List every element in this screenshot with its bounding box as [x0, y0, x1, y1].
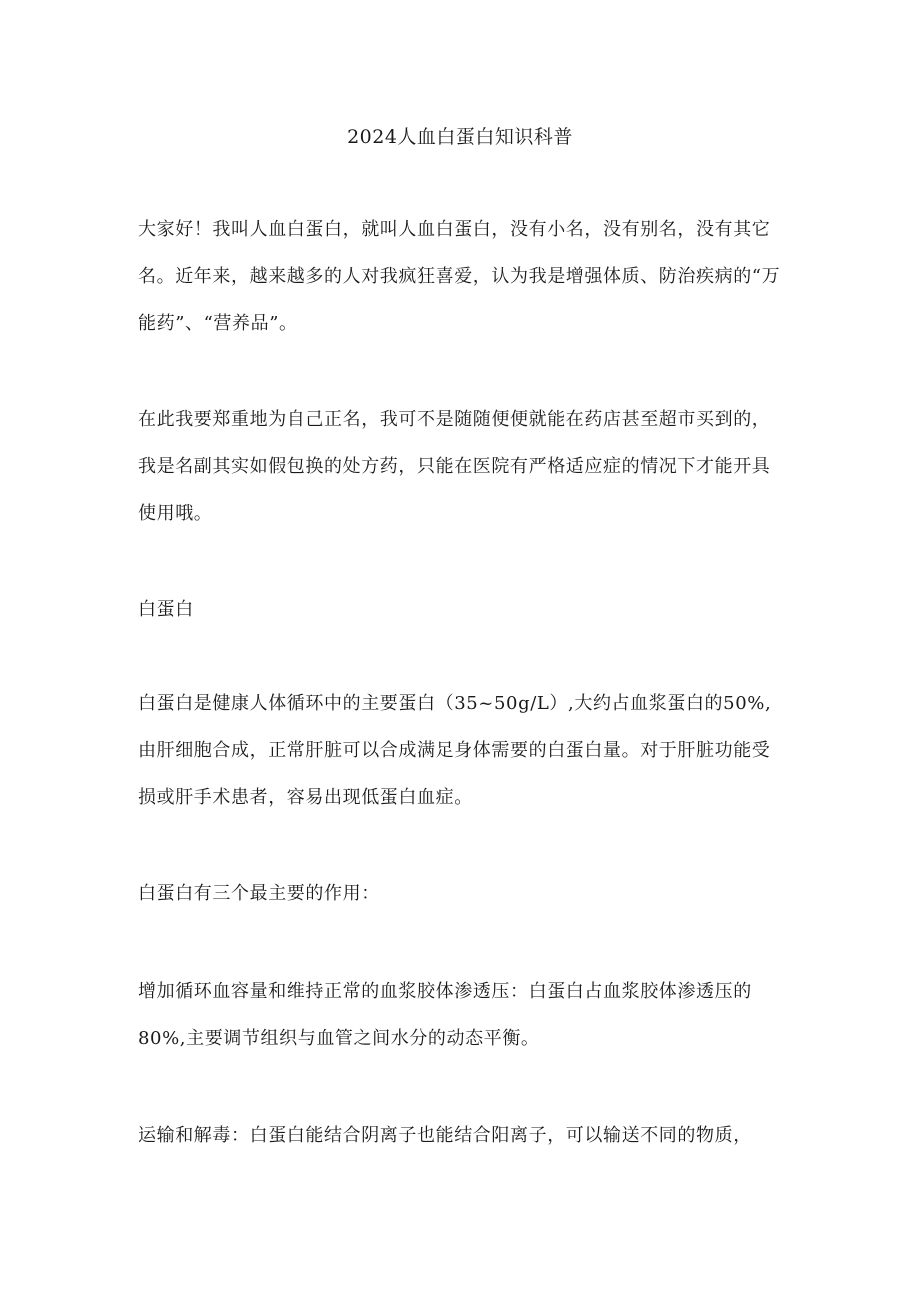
- paragraph-function-osmotic-pressure: 增加循环血容量和维持正常的血浆胶体渗透压：白蛋白占血浆胶体渗透压的80%,主要调节组织与血管之间水分的动态平衡。: [138, 981, 752, 1049]
- document-title: 2024人血白蛋白知识科普: [347, 126, 573, 148]
- paragraph-albumin-overview: 白蛋白是健康人体循环中的主要蛋白（35~50g/L）,大约占血浆蛋白的50%,由肝细胞合成，正常肝脏可以合成满足身体需要的白蛋白量。对于肝脏功能受损或肝手术患者，容易出现低蛋白血症。: [138, 693, 772, 808]
- paragraph-greeting: 大家好！我叫人血白蛋白，就叫人血白蛋白，没有小名，没有别名，没有其它名。近年来，越来越多的人对我疯狂喜爱，认为我是增强体质、防治疾病的“万能药”、“营养品”。: [138, 219, 781, 334]
- paragraph-prescription-drug: 在此我要郑重地为自己正名，我可不是随随便便就能在药店甚至超市买到的，我是名副其实如假包换的处方药，只能在医院有严格适应症的情况下才能开具使用哦。: [138, 409, 771, 524]
- paragraph-three-functions-intro: 白蛋白有三个最主要的作用：: [138, 883, 380, 904]
- section-heading-albumin: 白蛋白: [138, 599, 194, 620]
- paragraph-function-transport: 运输和解毒：白蛋白能结合阴离子也能结合阳离子，可以输送不同的物质，: [138, 1125, 752, 1146]
